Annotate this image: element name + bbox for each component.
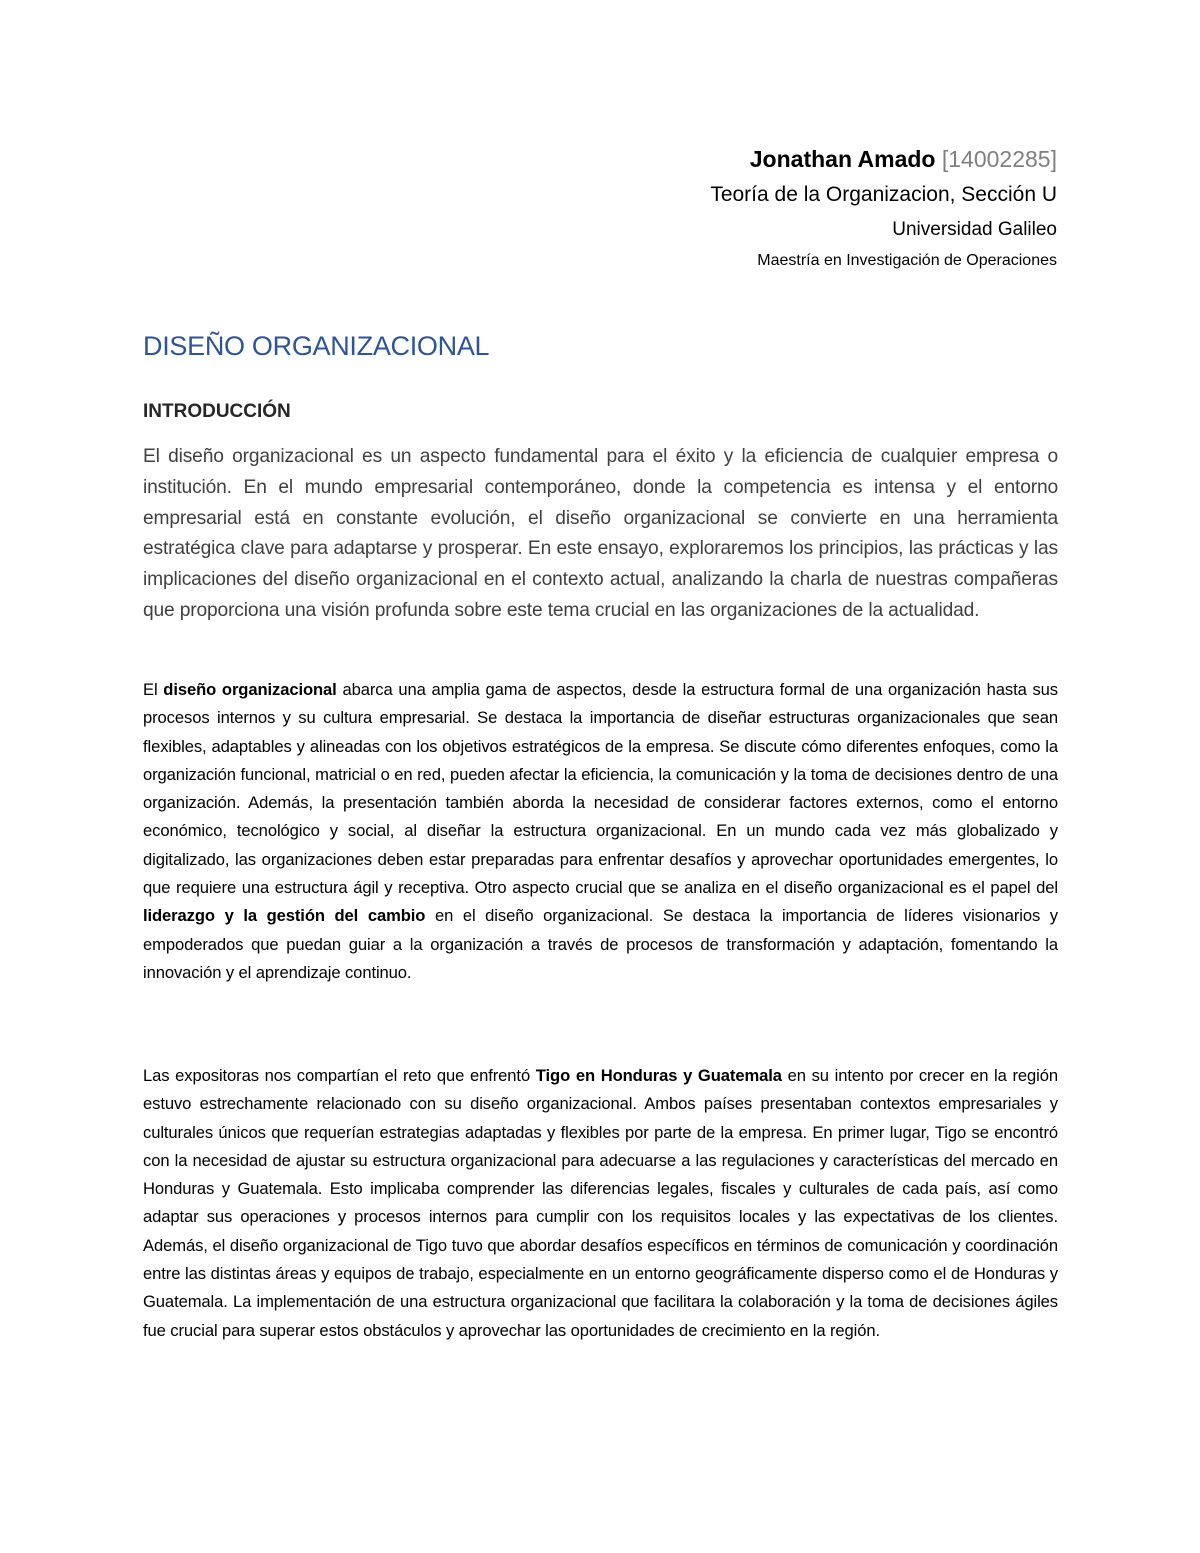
author-name: Jonathan Amado — [749, 146, 936, 172]
document-header — [357, 140, 1057, 276]
para3-text-2: en su intento por crecer en la región estuvo estrechamente relacionado con su diseño organizacional. Ambos países presentaban contextos empresariales y culturales únicos que requerían estrategias adaptadas y flexibles por parte de la empresa. En primer lugar, Tigo se encontró con la necesidad de ajustar su estructura organizacional para adecuarse a las regulaciones y características del mercado en Honduras y Guatemala. Esto implicaba comprender las diferencias legales, fiscales y culturales de cada país, así como adaptar sus operaciones y procesos internos para cumplir con los requisitos locales y las expectativas de los clientes. Además, el diseño organizacional de Tigo tuvo que abordar desafíos específicos en términos de comunicación y coordinación entre las distintas áreas y equipos de trabajo, especialmente en un entorno geográficamente disperso como el de Honduras y Guatemala. La implementación de una estructura organizacional que facilitara la colaboración y la toma de decisiones ágiles fue crucial para superar estos obstáculos y aprovechar las oportunidades de crecimiento en la región. — [143, 1066, 1058, 1340]
intro-paragraph: El diseño organizacional es un aspecto fundamental para el éxito y la eficiencia de cualquier empresa o institución. En el mundo empresarial contemporáneo, donde la competencia es intensa y el entorno empresarial está en constante evolución, el diseño organizacional se convierte en una herramienta estratégica clave para adaptarse y prosperar. En este ensayo, exploraremos los principios, las prácticas y las implicaciones del diseño organizacional en el contexto actual, analizando la charla de nuestras compañeras que proporciona una visión profunda sobre este tema crucial en las organizaciones de la actualidad. — [143, 446, 1058, 621]
university-name: Universidad Galileo — [892, 219, 1057, 240]
body-paragraph-diseno — [143, 676, 1058, 987]
author-id: [14002285] — [941, 146, 1057, 172]
document-title: DISEÑO ORGANIZACIONAL — [143, 331, 490, 361]
para2-bold-1: diseño organizacional — [163, 680, 337, 699]
para3-text-1: Las expositoras nos compartían el reto que enfrentó — [143, 1066, 536, 1085]
section-heading-introduccion: INTRODUCCIÓN — [143, 401, 291, 422]
program-name: Maestría en Investigación de Operaciones — [757, 252, 1057, 269]
author-line — [357, 140, 1057, 178]
para2-text-2: abarca una amplia gama de aspectos, desde la estructura formal de una organización hasta sus procesos internos y su cultura empresarial. Se destaca la importancia de diseñar estructuras organizacionales que sean flexibles, adaptables y alineadas con los objetivos estratégicos de la empresa. Se discute cómo diferentes enfoques, como la organización funcional, matricial o en red, pueden afectar la eficiencia, la comunicación y la toma de decisiones dentro de una organización. Además, la presentación también aborda la necesidad de considerar factores externos, como el entorno económico, tecnológico y social, al diseñar la estructura organizacional. En un mundo cada vez más globalizado y digitalizado, las organizaciones deben estar preparadas para enfrentar desafíos y aprovechar oportunidades emergentes, lo que requiere una estructura ágil y receptiva. Otro aspecto crucial que se analiza en el diseño organizacional es el papel del — [143, 680, 1058, 898]
body-paragraph-tigo — [143, 1062, 1058, 1345]
para2-bold-2: liderazgo y la gestión del cambio — [143, 906, 426, 926]
course-name: Teoría de la Organizacion, Sección U — [710, 183, 1057, 206]
para3-bold-1: Tigo en Honduras y Guatemala — [535, 1066, 782, 1085]
para2-text-1: El — [143, 680, 164, 699]
para2-text-3: en el diseño organizacional. Se destaca la importancia de líderes visionarios y empoderados que puedan guiar a la organización a través de procesos de transformación y adaptación, fomentando la innovación y el aprendizaje continuo. — [143, 906, 1058, 982]
